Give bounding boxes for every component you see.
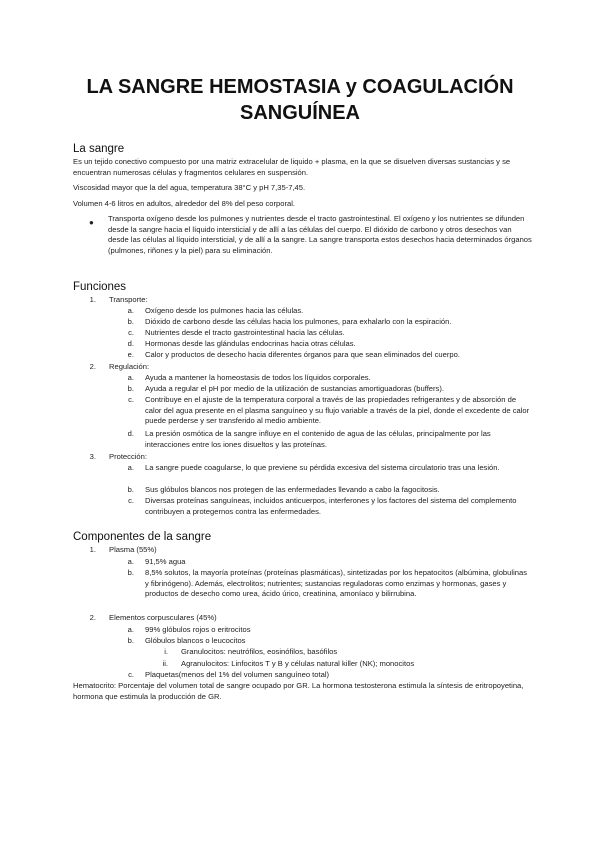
list-item: La sangre puede coagularse, lo que previene su pérdida excesiva del sistema circulatorio tras una lesión. — [145, 463, 500, 472]
list-letter: a. — [127, 373, 134, 382]
list-item: Diversas proteínas sanguíneas, incluidos anticuerpos, interferones y los factores del sistema del complemento contribuyen a protegernos contra las enfermedades. — [145, 496, 517, 516]
list-item: La presión osmótica de la sangre influye en el contenido de agua de las células, principalmente por las interacciones entre los iones disueltos y las proteínas. — [145, 429, 491, 449]
list-item-plasma: Plasma (55%) — [109, 545, 157, 554]
list-letter: b. — [127, 384, 134, 393]
list-item-proteccion: Protección: — [109, 452, 147, 461]
title-line-2: SANGUÍNEA — [239, 102, 360, 124]
list-letter: b. — [127, 317, 134, 326]
list-roman: ii. — [162, 659, 168, 668]
list-item: 8,5% solutos, la mayoría proteínas (proteínas plasmáticas), sintetizadas por los hepatocitos (albúmina, globulinas y fibrinógeno). Además, electrolitos; nutrientes; sustancias reguladoras como enzimas y hormonas, gases y productos de desecho como urea, ácido úrico, creatinina, amoníaco y bilirrubina. — [145, 568, 527, 599]
heading-la-sangre: La sangre — [73, 143, 125, 155]
paragraph-viscosity: Viscosidad mayor que la del agua, temperatura 38°C y pH 7,35-7,45. — [73, 183, 306, 192]
paragraph-hematocrito: Hematocrito: Porcentaje del volumen total de sangre ocupado por GR. La hormona testosterona estimula la síntesis de eritropoyetina, hormona que estimula la producción de GR. — [73, 681, 524, 701]
list-item: Dióxido de carbono desde las células hacia los pulmones, para exhalarlo con la espiración. — [145, 317, 452, 326]
bullet-marker: ● — [89, 218, 94, 227]
list-item: Hormonas desde las glándulas endocrinas hacia otras células. — [145, 339, 356, 348]
list-letter: a. — [127, 463, 134, 472]
page-title — [60, 74, 540, 126]
list-item: Granulocitos: neutrófilos, eosinófilos, basófilos — [181, 647, 338, 656]
list-letter: a. — [127, 306, 134, 315]
list-letter: c. — [128, 328, 134, 337]
list-number: 2. — [89, 613, 96, 622]
list-roman: i. — [164, 647, 168, 656]
list-item: 91,5% agua — [145, 557, 186, 566]
list-number: 3. — [89, 452, 96, 461]
list-letter: c. — [128, 670, 134, 679]
list-item: Contribuye en el ajuste de la temperatura corporal a través de las propiedades refrigerantes y de absorción de calor del agua presente en el plasma sanguíneo y su flujo variable a través de la piel, donde el excedente de calor puede perderse y ser transferido al medio ambiente. — [145, 395, 530, 426]
list-letter: a. — [127, 625, 134, 634]
heading-funciones: Funciones — [73, 281, 127, 293]
list-number: 1. — [89, 295, 96, 304]
list-item: 99% glóbulos rojos o eritrocitos — [145, 625, 251, 634]
list-item: Glóbulos blancos o leucocitos — [145, 636, 246, 645]
list-letter: a. — [127, 557, 134, 566]
list-letter: c. — [128, 496, 134, 505]
list-letter: d. — [127, 339, 134, 348]
list-letter: e. — [127, 350, 134, 359]
list-item: Plaquetas(menos del 1% del volumen sanguíneo total) — [145, 670, 330, 679]
list-item: Calor y productos de desecho hacia diferentes órganos para que sean eliminados del cuerpo. — [145, 350, 460, 359]
list-number: 2. — [89, 362, 96, 371]
paragraph-intro: Es un tejido conectivo compuesto por una matriz extracelular de liquido + plasma, en la que se disuelven diversas sustancias y se encuentran numerosas células y fragmentos celulares en suspensión. — [73, 157, 511, 177]
list-item-transporte: Transporte: — [109, 295, 148, 304]
bullet-transport: Transporta oxígeno desde los pulmones y nutrientes desde el tracto gastrointestinal. El oxígeno y los nutrientes se difunden desde la sangre hacia el líquido intersticial y de allí a las células del cuerpo. El dióxido de carbono y otros desechos van desde las células al líquido intersticial, y de allí a la sangre. La sangre transporta estos desechos hacia determinados órganos (pulmones, riñones y la piel) para su eliminación. — [108, 214, 532, 255]
list-item: Nutrientes desde el tracto gastrointestinal hacia las células. — [145, 328, 345, 337]
list-item-elementos: Elementos corpusculares (45%) — [109, 613, 217, 622]
list-letter: d. — [127, 429, 134, 438]
list-letter: b. — [127, 568, 134, 577]
list-item: Agranulocitos: Linfocitos T y B y células natural killer (NK); monocitos — [181, 659, 415, 668]
list-item: Ayuda a mantener la homeostasis de todos los líquidos corporales. — [145, 373, 371, 382]
paragraph-volume: Volumen 4-6 litros en adultos, alrededor del 8% del peso corporal. — [73, 199, 296, 208]
list-item: Sus glóbulos blancos nos protegen de las enfermedades llevando a cabo la fagocitosis. — [145, 485, 440, 494]
list-item-regulacion: Regulación: — [109, 362, 150, 371]
list-letter: b. — [127, 636, 134, 645]
list-number: 1. — [89, 545, 96, 554]
list-letter: b. — [127, 485, 134, 494]
list-letter: c. — [128, 395, 134, 404]
title-line-1: LA SANGRE HEMOSTASIA y COAGULACIÓN — [86, 76, 514, 98]
list-item: Ayuda a regular el pH por medio de la utilización de sustancias amortiguadoras (buffers). — [145, 384, 444, 393]
heading-componentes: Componentes de la sangre — [73, 531, 212, 543]
list-item: Oxígeno desde los pulmones hacia las células. — [145, 306, 304, 315]
